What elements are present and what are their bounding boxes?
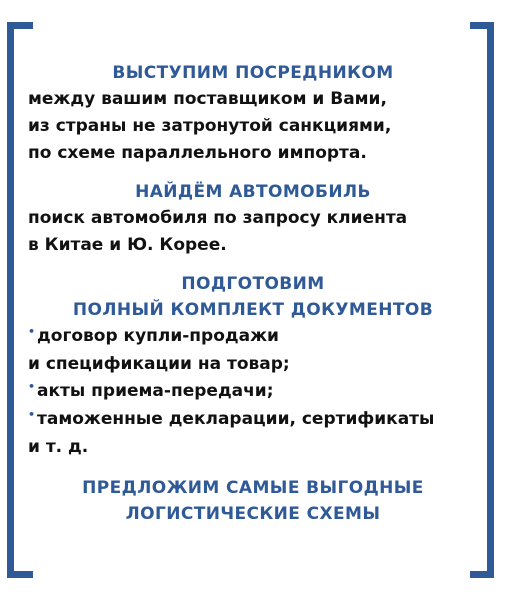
heading-documents-line-2: ПОЛНЫЙ КОМПЛЕКТ ДОКУМЕНТОВ — [72, 300, 434, 320]
bullet-continuation: и т. д. — [28, 437, 89, 457]
heading-logistics-line-1: ПРЕДЛОЖИМ САМЫЕ ВЫГОДНЫЕ — [82, 478, 424, 498]
bullet-item-acts — [28, 378, 478, 406]
heading-documents-line-1: ПОДГОТОВИМ — [181, 274, 325, 294]
heading-logistics-line-2: ЛОГИСТИЧЕСКИЕ СХЕМЫ — [125, 504, 381, 524]
intermediary-line-2: из страны не затронутой санкциями, — [28, 116, 392, 136]
bullet-dot-icon: • — [28, 380, 36, 393]
bullet-text: таможенные декларации, сертификаты — [37, 409, 435, 429]
bullet-dot-icon: • — [28, 408, 36, 421]
bullet-item-customs — [28, 406, 478, 434]
intermediary-line-3: по схеме параллельного импорта. — [28, 143, 367, 163]
bullet-text: акты приема-передачи; — [37, 381, 274, 401]
heading-find-car: НАЙДЁМ АВТОМОБИЛЬ — [135, 182, 371, 202]
find-car-line-2: в Китае и Ю. Корее. — [28, 235, 227, 255]
heading-intermediary: ВЫСТУПИМ ПОСРЕДНИКОМ — [112, 63, 394, 83]
find-car-line-1: поиск автомобиля по запросу клиента — [28, 208, 408, 228]
intermediary-line-1: между вашим поставщиком и Вами, — [28, 89, 387, 109]
bullet-text: договор купли-продажи — [37, 326, 279, 346]
bullet-item-contract — [28, 323, 478, 351]
content-block — [28, 60, 478, 527]
bullet-dot-icon: • — [28, 325, 36, 338]
bullet-continuation: и спецификации на товар; — [28, 354, 290, 374]
